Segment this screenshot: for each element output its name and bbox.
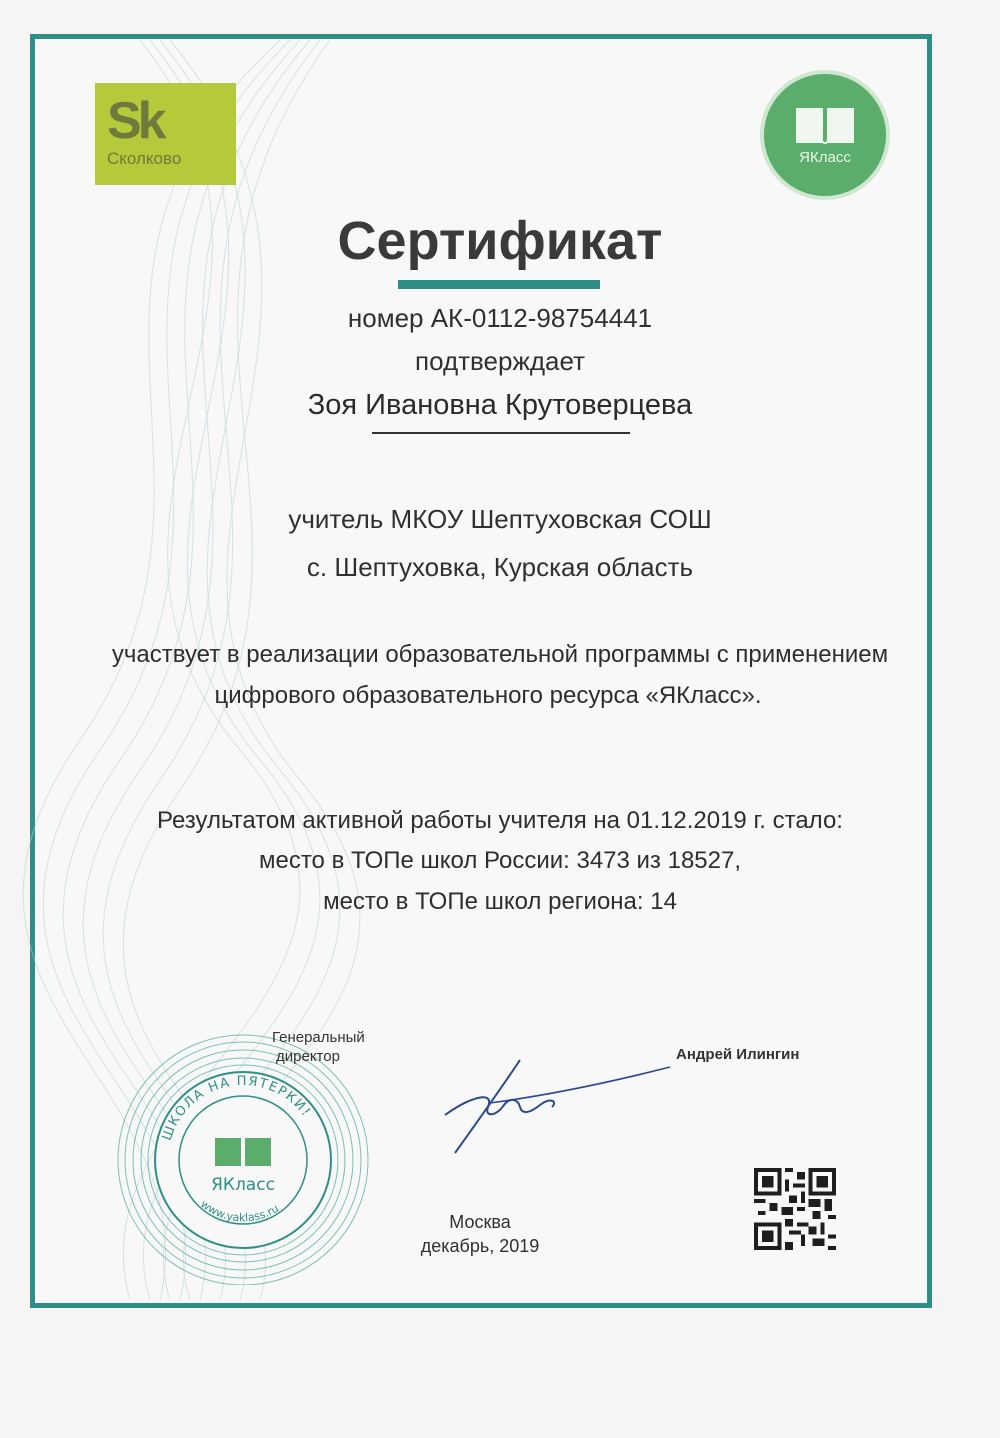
qr-code	[754, 1168, 836, 1250]
stamp-seal	[98, 1025, 398, 1285]
title-underline	[398, 280, 600, 289]
stamp-site: www.yaklass.ru	[198, 1197, 282, 1225]
signer-name: Андрей Илингин	[676, 1046, 800, 1063]
stamp-name: ЯКласс	[211, 1175, 275, 1195]
handwritten-signature	[440, 1055, 680, 1165]
stamp-ring-text: ШКОЛА НА ПЯТЕРКИ!	[159, 1073, 314, 1143]
certificate-title: Сертификат	[337, 211, 663, 271]
yaklass-name: ЯКласс	[799, 149, 851, 166]
program-text-line2: цифрового образовательного ресурса «ЯКласс».	[214, 682, 762, 709]
name-underline	[372, 432, 630, 434]
result-text-line2: место в ТОПе школ России: 3473 из 18527,	[258, 847, 742, 874]
footer-city: Москва	[449, 1212, 511, 1232]
confirms-text: подтверждает	[414, 346, 585, 376]
footer-date: декабрь, 2019	[420, 1236, 540, 1256]
program-text-line1: участвует в реализации образовательной программы с применением	[111, 641, 889, 668]
result-text-line1: Результатом активной работы учителя на 01.12.2019 г. стало:	[157, 807, 843, 834]
location-text: с. Шептуховка, Курская область	[306, 552, 694, 582]
skolkovo-mark: Sk	[107, 92, 163, 150]
certificate-number: номер АК-0112-98754441	[347, 303, 653, 333]
skolkovo-logo	[95, 83, 236, 185]
recipient-name: Зоя Ивановна Крутоверцева	[307, 389, 693, 421]
result-text-line3: место в ТОПе школ региона: 14	[323, 888, 677, 915]
yaklass-logo	[764, 74, 886, 196]
signer-role-line2: директор	[276, 1048, 340, 1065]
position-text: учитель МКОУ Шептуховская СОШ	[288, 504, 712, 534]
book-icon	[794, 104, 856, 144]
signer-role-line1: Генеральный	[272, 1029, 365, 1046]
skolkovo-name: Сколково	[107, 149, 182, 168]
